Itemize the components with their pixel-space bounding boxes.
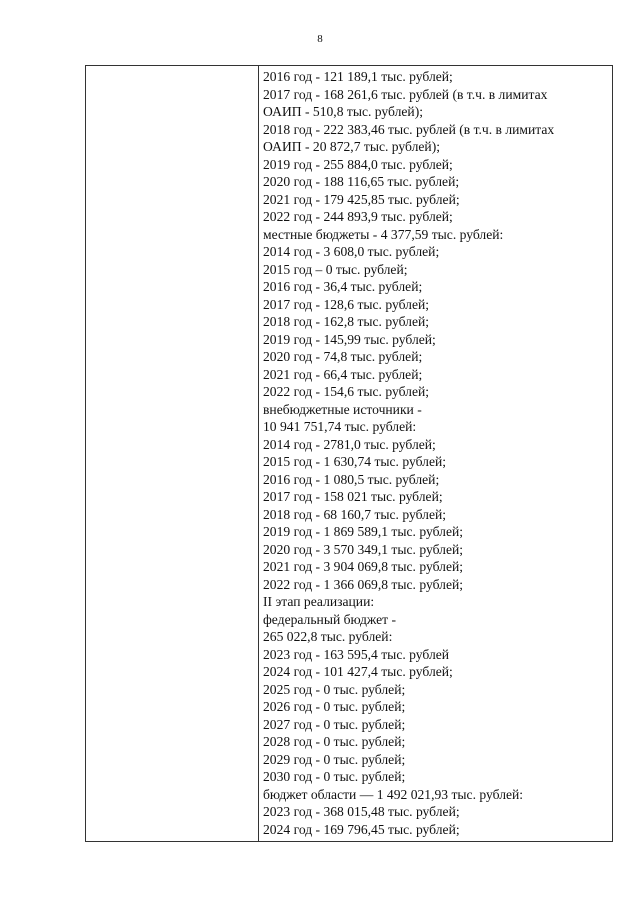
text-line: 2018 год - 68 160,7 тыс. рублей;	[263, 506, 447, 522]
text-line: 2015 год - 1 630,74 тыс. рублей;	[263, 454, 447, 469]
funding-table	[85, 65, 613, 842]
text-line: 2017 год - 168 261,6 тыс. рублей (в т.ч. в лимитах	[263, 86, 548, 102]
text-line: 2022 год - 244 893,9 тыс. рублей;	[263, 209, 453, 224]
text-line: 2024 год - 101 427,4 тыс. рублей;	[263, 664, 453, 679]
text-line: 2021 год - 3 904 069,8 тыс. рублей;	[263, 559, 464, 574]
text-line: 2020 год - 74,8 тыс. рублей;	[263, 349, 423, 364]
text-line: 2022 год - 154,6 тыс. рублей;	[263, 384, 430, 399]
text-line: 2020 год - 188 116,65 тыс. рублей;	[263, 174, 460, 189]
text-line: 2014 год - 2781,0 тыс. рублей;	[263, 436, 436, 452]
table-right-cell	[259, 66, 612, 841]
text-line: 2027 год - 0 тыс. рублей;	[263, 716, 406, 732]
text-line: 2024 год - 169 796,45 тыс. рублей;	[263, 821, 460, 837]
text-line: 2019 год - 255 884,0 тыс. рублей;	[263, 156, 453, 172]
text-line: 2019 год - 145,99 тыс. рублей;	[263, 331, 436, 347]
text-line: 2018 год - 162,8 тыс. рублей;	[263, 314, 430, 329]
text-line: 2026 год - 0 тыс. рублей;	[263, 699, 406, 714]
text-line: 2016 год - 121 189,1 тыс. рублей;	[263, 69, 453, 84]
text-line: 2016 год - 1 080,5 тыс. рублей;	[263, 471, 440, 487]
text-line: 2021 год - 179 425,85 тыс. рублей;	[263, 191, 460, 207]
text-line: 2015 год – 0 тыс. рублей;	[263, 261, 408, 277]
text-line: внебюджетные источники -	[263, 401, 422, 417]
text-line: 2028 год - 0 тыс. рублей;	[263, 734, 406, 749]
text-line: 265 022,8 тыс. рублей:	[263, 629, 393, 644]
text-line: 2030 год - 0 тыс. рублей;	[263, 769, 406, 784]
text-line: 2014 год - 3 608,0 тыс. рублей;	[263, 244, 440, 259]
text-line: 2023 год - 368 015,48 тыс. рублей;	[263, 804, 460, 819]
text-line: 2016 год - 36,4 тыс. рублей;	[263, 279, 423, 294]
text-line: ОАИП - 510,8 тыс. рублей);	[263, 104, 424, 119]
text-line: 2017 год - 128,6 тыс. рублей;	[263, 296, 430, 312]
page-number: 8	[317, 33, 323, 45]
text-line: 2020 год - 3 570 349,1 тыс. рублей;	[263, 541, 464, 557]
text-line: 10 941 751,74 тыс. рублей:	[263, 419, 417, 434]
text-line: 2021 год - 66,4 тыс. рублей;	[263, 366, 423, 382]
text-line: федеральный бюджет -	[263, 611, 397, 627]
text-line: 2023 год - 163 595,4 тыс. рублей	[263, 646, 450, 662]
text-line: 2025 год - 0 тыс. рублей;	[263, 681, 406, 697]
table-left-cell	[86, 66, 259, 841]
text-line: 2022 год - 1 366 069,8 тыс. рублей;	[263, 576, 464, 592]
text-line: 2019 год - 1 869 589,1 тыс. рублей;	[263, 524, 464, 539]
text-line: местные бюджеты - 4 377,59 тыс. рублей:	[263, 226, 504, 242]
text-line: ОАИП - 20 872,7 тыс. рублей);	[263, 139, 441, 154]
text-line: 2017 год - 158 021 тыс. рублей;	[263, 489, 443, 504]
text-line: II этап реализации:	[263, 594, 375, 609]
text-line: 2018 год - 222 383,46 тыс. рублей (в т.ч. в лимитах	[263, 121, 555, 137]
text-line: 2029 год - 0 тыс. рублей;	[263, 751, 406, 767]
text-line: бюджет области — 1 492 021,93 тыс. рублей:	[263, 786, 524, 802]
